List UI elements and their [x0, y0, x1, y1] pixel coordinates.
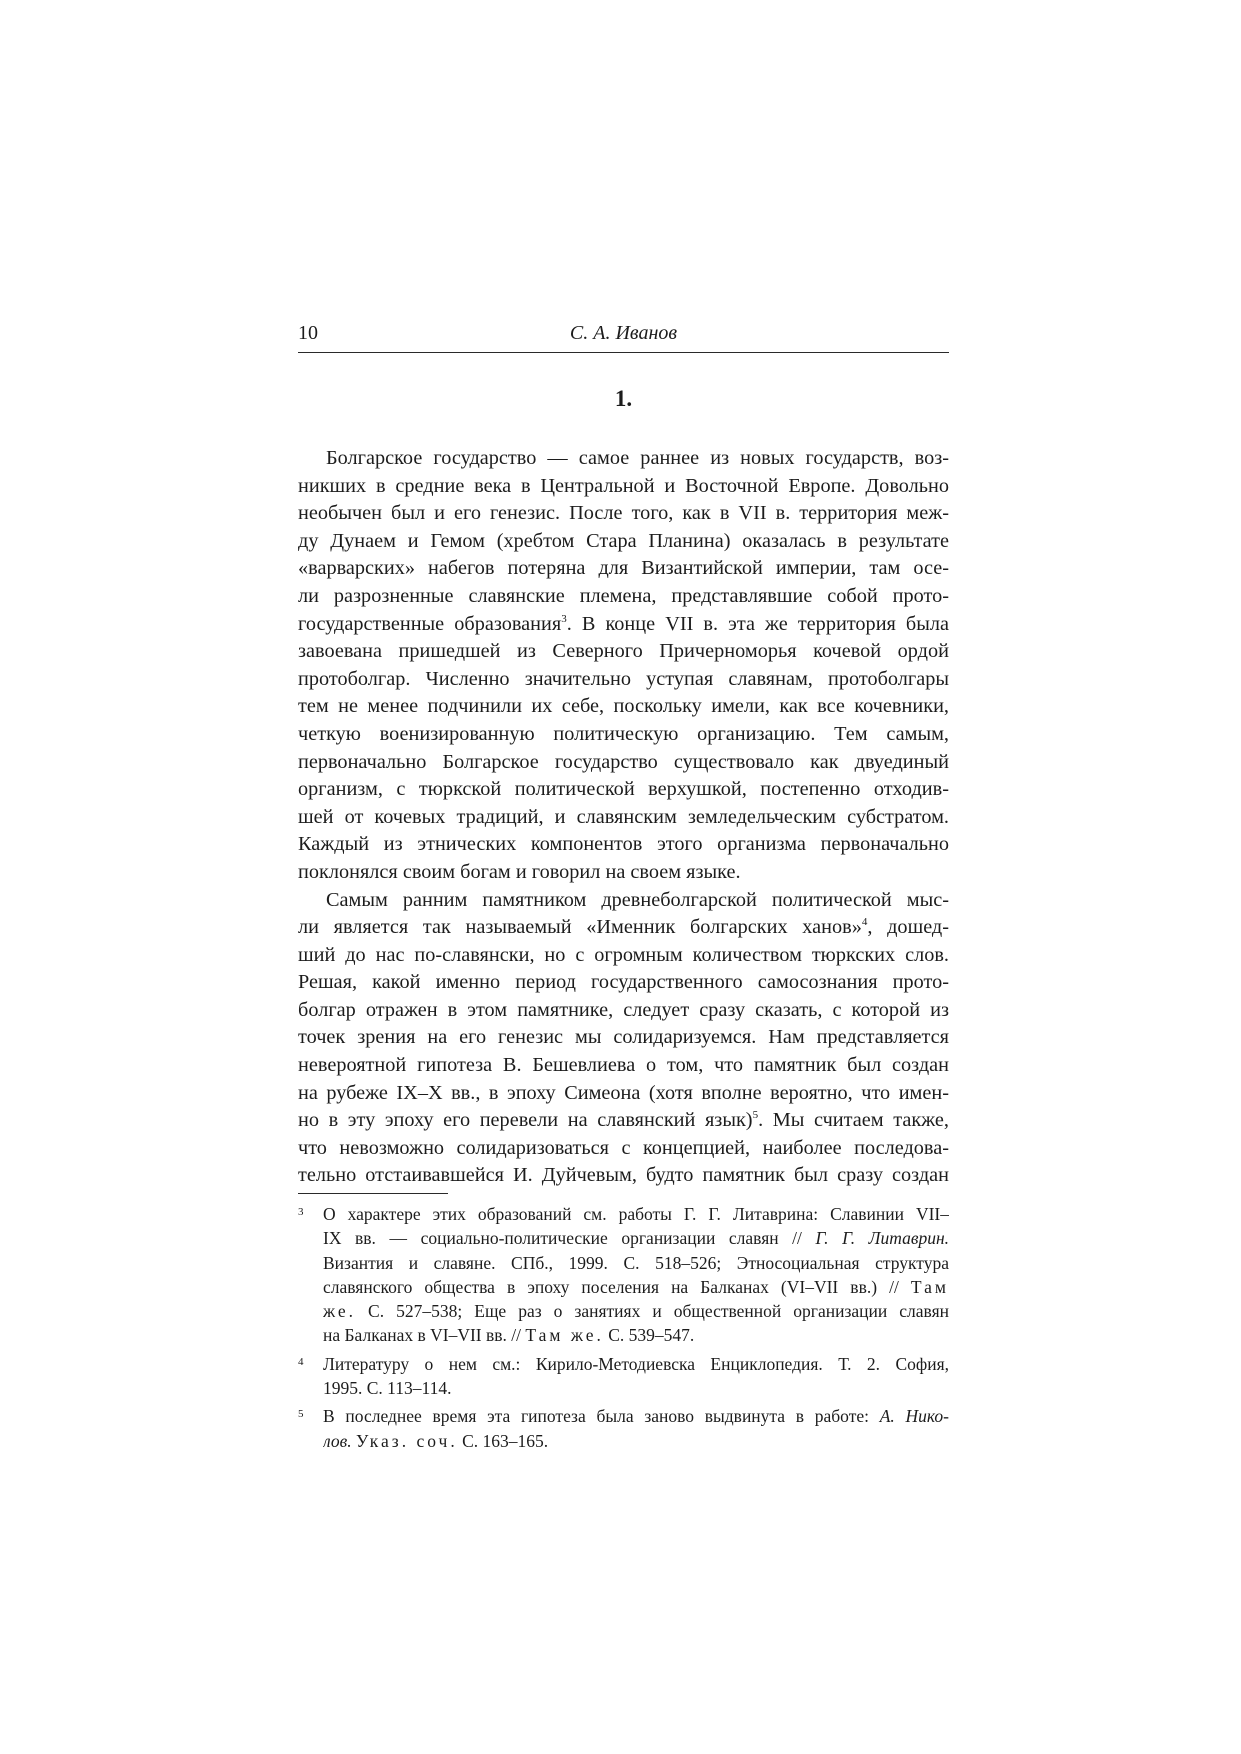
footnote-line [323, 1404, 949, 1428]
footnote-line [323, 1299, 949, 1323]
footnote-line [323, 1226, 949, 1250]
text-fragment: . В конце VII в. эта же территория была [566, 612, 949, 635]
text-line: завоевана пришедшей из Северного Причерноморья кочевой ордой [298, 640, 949, 663]
text-line: необычен был и его генезис. После того, как в VII в. территория меж- [298, 502, 949, 525]
text-line: тем не менее подчинили их себе, поскольку имели, как все кочевники, [298, 695, 949, 718]
text-line: болгар отражен в этом памятнике, следует сразу сказать, с которой из [298, 998, 949, 1021]
footnote-ref[interactable]: 3 [561, 612, 567, 625]
footnote-line: О характере этих образований см. работы Г. Г. Литаврина: Славинии VII– [323, 1204, 949, 1224]
footnote-ref[interactable]: 5 [752, 1109, 759, 1122]
footnote-3 [298, 1202, 949, 1348]
text-line: Решая, какой именно период государственного самосознания прото- [298, 971, 949, 994]
footnote-line: 1995. С. 113–114. [323, 1378, 452, 1399]
text-line: Каждый из этнических компонентов этого организма первоначально [298, 833, 949, 856]
text-line: точек зрения на его генезис мы солидаризуемся. Нам представляется [298, 1026, 949, 1049]
footnote-line: Византия и славяне. СПб., 1999. С. 518–526; Этносоциальная структура [323, 1252, 949, 1273]
text-line: первоначально Болгарское государство существовало как двуединый [298, 750, 949, 773]
text-fragment: но в эту эпоху его перевели на славянский язык) [298, 1109, 753, 1132]
text-line: четкую военизированную политическую организацию. Тем самым, [298, 722, 949, 745]
footnote-rule [298, 1193, 448, 1194]
text-line: поклонялся своим богам и говорил на своем языке. [298, 860, 741, 883]
text-fragment: С. 527–538; Еще раз о занятиях и общественной организации славян [356, 1301, 949, 1322]
text-line: ли разрозненные славянские племена, представлявшие собой прото- [298, 584, 949, 607]
footnote-4 [298, 1352, 949, 1401]
text-line: шей от кочевых традиций, и славянским земледельческим субстратом. [298, 805, 949, 828]
author-name: лов. [323, 1430, 352, 1451]
text-line [298, 1107, 949, 1135]
text-line: Самым ранним памятником древнеболгарской политической мыс- [326, 888, 949, 911]
text-line: на рубеже IX–X вв., в эпоху Симеона (хотя вполне вероятно, что имен- [298, 1081, 949, 1104]
footnote-5 [298, 1404, 949, 1453]
text-line: протоболгар. Численно значительно уступая славянам, протоболгары [298, 667, 949, 690]
text-fragment: славянского общества в эпоху поселения на Балканах (VI–VII вв.) // [323, 1276, 911, 1297]
body-text [298, 445, 949, 1190]
text-line [298, 611, 949, 639]
text-line: организм, с тюркской политической верхушкой, постепенно отходив- [298, 778, 949, 801]
text-line [298, 914, 949, 942]
text-line: невероятной гипотеза В. Бешевлиева о том, что памятник был создан [298, 1054, 949, 1077]
text-line: «варварских» набегов потеряна для Византийской империи, там осе- [298, 557, 949, 580]
text-fragment: . Мы считаем также, [758, 1109, 949, 1132]
ibid-mark: Там [910, 1276, 949, 1297]
page-number: 10 [298, 322, 318, 344]
ibid-mark: же. [323, 1301, 357, 1322]
text-fragment: IX вв. — социально-политические организации славян // [323, 1228, 816, 1249]
op-cit-mark: Указ. соч. [355, 1430, 458, 1451]
ibid-mark: Там же. [525, 1325, 604, 1346]
text-line: Болгарское государство — самое раннее из новых государств, воз- [326, 447, 949, 469]
text-fragment: на Балканах в VI–VII вв. // [323, 1325, 526, 1346]
section-title: 1. [614, 386, 633, 411]
page-header [298, 318, 949, 353]
footnote-number: 5 [298, 1408, 304, 1421]
text-fragment: С. 163–165. [457, 1430, 549, 1451]
text-line: что невозможно солидаризоваться с концепцией, наиболее последова- [298, 1136, 949, 1159]
running-head: С. А. Иванов [569, 322, 678, 344]
footnote-line [323, 1323, 949, 1347]
author-name: Г. Г. Литаврин. [815, 1228, 949, 1249]
text-fragment: государственные образования [298, 612, 562, 635]
footnote-number: 4 [298, 1355, 304, 1368]
text-line: ду Дунаем и Гемом (хребтом Стара Планина) оказалась в результате [298, 529, 949, 552]
text-fragment: , дошед- [867, 916, 949, 939]
footnote-ref[interactable]: 4 [861, 916, 868, 929]
text-line: тельно отстаивавшейся И. Дуйчевым, будто памятник был сразу создан [298, 1164, 949, 1187]
author-name: А. Нико- [879, 1406, 949, 1427]
footnote-number: 3 [298, 1206, 304, 1218]
footnote-line [323, 1429, 949, 1453]
text-fragment: С. 539–547. [603, 1325, 695, 1346]
text-line: никших в средние века в Центральной и Восточной Европе. Довольно [298, 474, 949, 497]
text-fragment: В последнее время эта гипотеза была заново выдвинута в работе: [323, 1406, 880, 1427]
footnote-line: Литературу о нем см.: Кирило-Методиевска Енциклопедия. Т. 2. София, [323, 1353, 949, 1374]
footnotes [298, 1202, 949, 1457]
text-fragment: ли является так называемый «Именник болгарских ханов» [298, 916, 862, 939]
text-line: ший до нас по-славянски, но с огромным количеством тюркских слов. [298, 943, 949, 966]
footnote-line [323, 1275, 949, 1299]
